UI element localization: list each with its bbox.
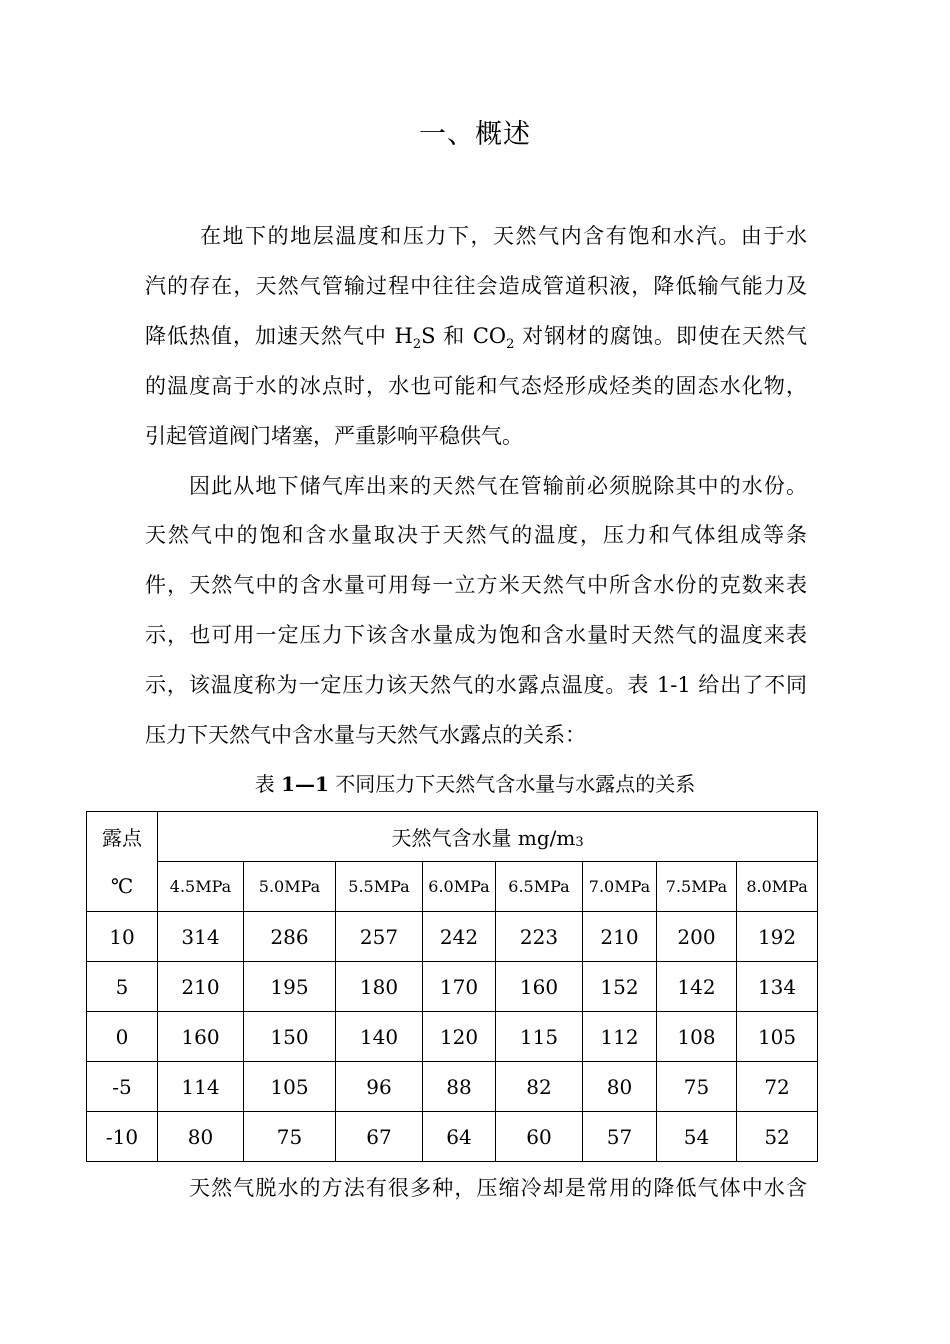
paragraph-2-line-3: 件，天然气中的含水量可用每一立方米天然气中所含水份的克数来表 [145,573,807,597]
water-content-cell: 180 [336,962,423,1012]
paragraph-2-line-1: 因此从地下储气库出来的天然气在管输前必须脱除其中的水份。 [189,474,807,498]
water-content-cell: 105 [244,1062,336,1112]
water-content-label: 天然气含水量 mg/m [391,826,576,850]
water-content-cell: 96 [336,1062,423,1112]
table-header-row [87,812,818,862]
water-content-cell: 223 [496,912,583,962]
table-pressure-row [87,862,818,912]
paragraph-1-line-4: 的温度高于水的冰点时，水也可能和气态烃形成烃类的固态水化物， [145,374,807,398]
water-content-cell: 142 [657,962,737,1012]
table-body [87,912,818,1162]
dew-point-table [86,811,818,1162]
water-content-cell: 195 [244,962,336,1012]
paragraph-2-line-5: 示，该温度称为一定压力该天然气的水露点温度。表 1-1 给出了不同 [145,673,807,697]
table-row [87,1012,818,1062]
dew-point-cell: -5 [87,1062,158,1112]
water-content-cell: 105 [737,1012,818,1062]
water-content-cell: 60 [496,1112,583,1162]
dew-point-cell: 0 [87,1012,158,1062]
water-content-cell: 210 [583,912,657,962]
page-title: 一、概述 [419,119,531,150]
water-content-cell: 210 [158,962,244,1012]
dew-point-cell: -10 [87,1112,158,1162]
pressure-header: 4.5MPa [158,862,244,912]
text-fragment: 降低热值，加速天然气中 H [145,324,413,348]
water-content-cell: 54 [657,1112,737,1162]
pressure-header: 5.0MPa [244,862,336,912]
water-content-cell: 200 [657,912,737,962]
text-fragment: S 和 CO [421,324,507,348]
water-content-cell: 67 [336,1112,423,1162]
water-content-cell: 140 [336,1012,423,1062]
caption-number: 1—1 [281,772,329,796]
text-fragment: 对钢材的腐蚀。即使在天然气 [514,324,807,348]
water-content-cell: 242 [423,912,496,962]
water-content-cell: 257 [336,912,423,962]
water-content-cell: 152 [583,962,657,1012]
water-content-cell: 64 [423,1112,496,1162]
paragraph-1-line-3 [145,318,807,354]
paragraph-1-line-2: 汽的存在，天然气管输过程中往往会造成管道积液，降低输气能力及 [145,274,807,298]
paragraph-1-line-1: 在地下的地层温度和压力下，天然气内含有饱和水汽。由于水 [200,224,807,248]
water-content-cell: 170 [423,962,496,1012]
water-content-cell: 160 [158,1012,244,1062]
pressure-header: 8.0MPa [737,862,818,912]
water-content-header [158,812,818,862]
dew-point-cell: 5 [87,962,158,1012]
paragraph-2-line-4: 示，也可用一定压力下该含水量成为饱和含水量时天然气的温度来表 [145,623,807,647]
water-content-cell: 314 [158,912,244,962]
table-row [87,962,818,1012]
water-content-cell: 160 [496,962,583,1012]
caption-prefix: 表 [254,772,282,796]
pressure-header: 6.0MPa [423,862,496,912]
water-content-cell: 112 [583,1012,657,1062]
pressure-header: 6.5MPa [496,862,583,912]
water-content-cell: 120 [423,1012,496,1062]
paragraph-2-line-2: 天然气中的饱和含水量取决于天然气的温度，压力和气体组成等条 [145,523,807,547]
table-caption [0,766,950,802]
water-content-cell: 150 [244,1012,336,1062]
water-content-cell: 192 [737,912,818,962]
subscript: 2 [412,337,422,353]
table-row [87,1112,818,1162]
caption-text: 不同压力下天然气含水量与水露点的关系 [328,772,696,796]
pressure-header: 5.5MPa [336,862,423,912]
unit-superscript: 3 [575,835,584,850]
pressure-header: 7.5MPa [657,862,737,912]
water-content-cell: 75 [657,1062,737,1112]
water-content-cell: 114 [158,1062,244,1112]
water-content-cell: 52 [737,1112,818,1162]
water-content-cell: 82 [496,1062,583,1112]
water-content-cell: 80 [583,1062,657,1112]
water-content-cell: 134 [737,962,818,1012]
water-content-cell: 57 [583,1112,657,1162]
water-content-cell: 80 [158,1112,244,1162]
water-content-cell: 88 [423,1062,496,1112]
water-content-cell: 286 [244,912,336,962]
dew-point-header: 露点 [87,812,158,862]
water-content-cell: 72 [737,1062,818,1112]
paragraph-2-line-6: 压力下天然气中含水量与天然气水露点的关系： [145,723,586,747]
table-row [87,1062,818,1112]
paragraph-3-line-1: 天然气脱水的方法有很多种，压缩冷却是常用的降低气体中水含 [189,1176,807,1200]
dew-point-cell: 10 [87,912,158,962]
water-content-cell: 75 [244,1112,336,1162]
table-row [87,912,818,962]
pressure-header: 7.0MPa [583,862,657,912]
paragraph-1-line-5: 引起管道阀门堵塞，严重影响平稳供气。 [145,424,523,448]
subscript: 2 [506,337,515,353]
water-content-cell: 108 [657,1012,737,1062]
water-content-cell: 115 [496,1012,583,1062]
dew-point-unit: ℃ [87,862,158,912]
